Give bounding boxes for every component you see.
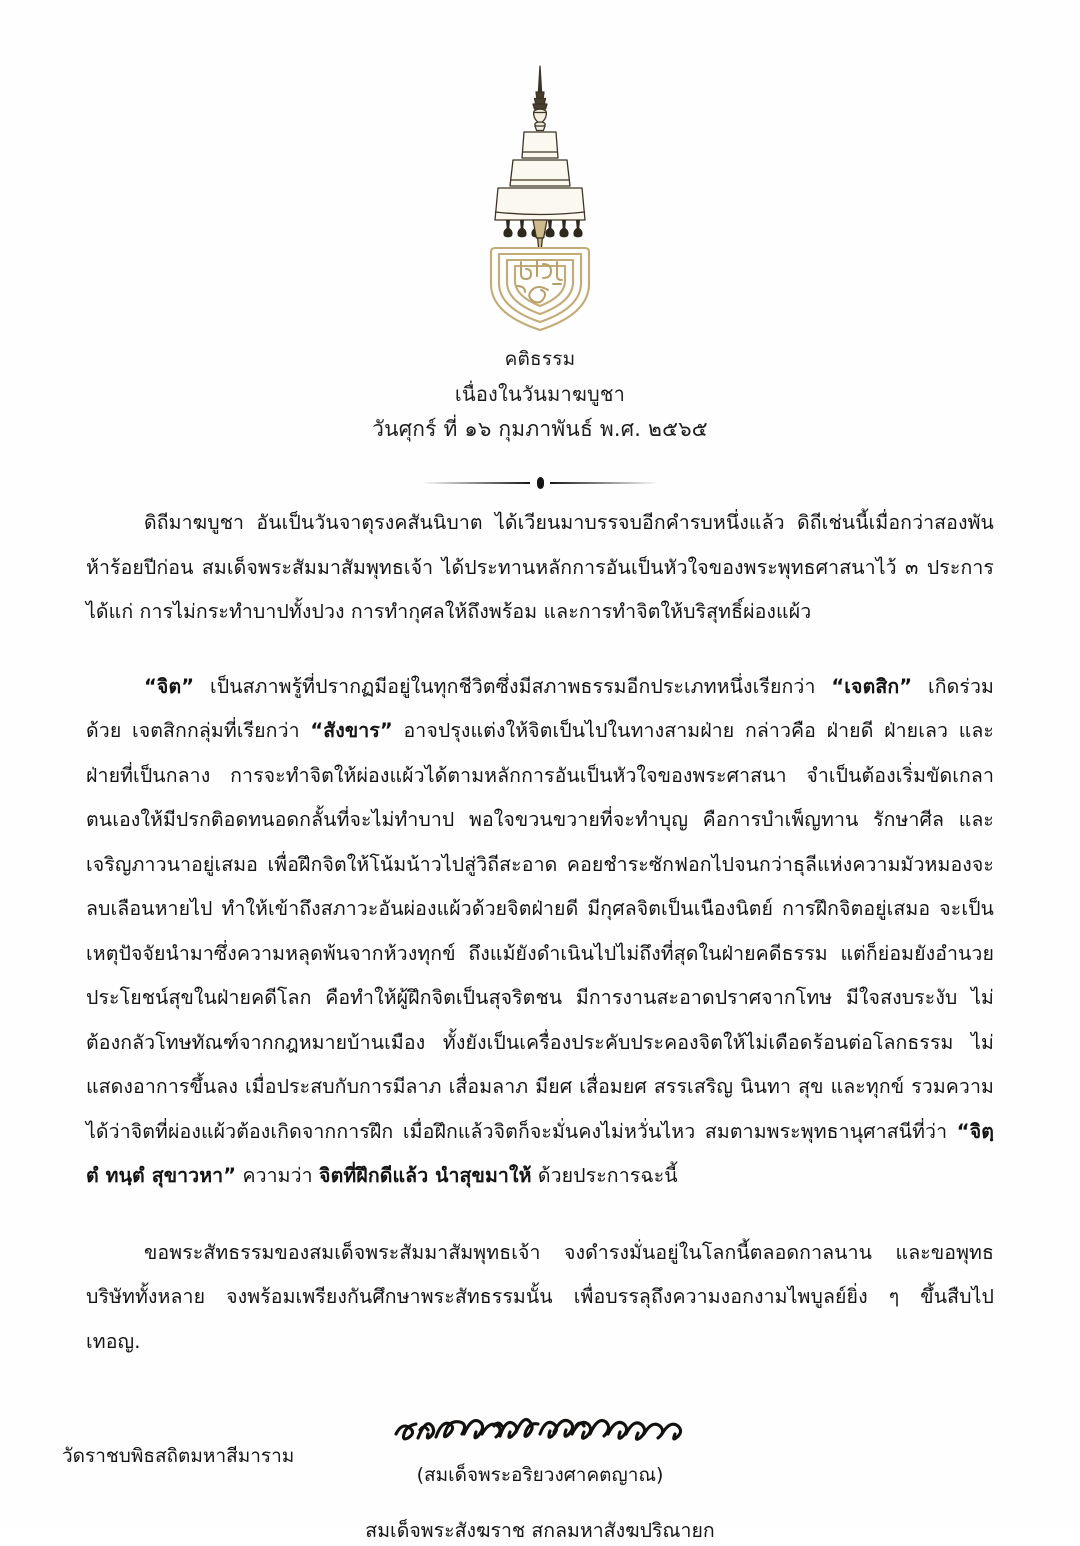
divider-gem-icon (537, 477, 544, 489)
paragraph-three-text: ขอพระสัทธรรมของสมเด็จพระสัมมาสัมพุทธเจ้า จงดำรงมั่นอยู่ในโลกนี้ตลอดกาลนาน และขอพุทธบริษัททั้งหลาย จงพร้อมเพรียงกันศึกษาพระสัทธรรมนั้น เพื่อบรรลุถึงความงอกงามไพบูลย์ยิ่ง ๆ ขึ้นสืบไป เทอญ. (86, 1240, 994, 1353)
paragraph-two (86, 665, 994, 1199)
signature-block (0, 1404, 1080, 1546)
term-chetasika: “เจตสิก” (831, 674, 913, 698)
paragraph-one (86, 501, 994, 635)
heading-date: วันศุกร์ ที่ ๑๖ กุมภาพันธ์ พ.ศ. ๒๕๖๕ (372, 417, 708, 441)
body-text-area (0, 501, 1080, 1364)
signature-name: (สมเด็จพระอริยวงศาคตญาณ) (416, 1464, 664, 1486)
paragraph-two-seg4: เกิดร่วมด้วย เจตสิกกลุ่มที่เรียกว่า (86, 674, 994, 742)
handwritten-signature-icon (390, 1404, 690, 1462)
paragraph-two-seg6: อาจปรุงแต่งให้จิตเป็นไปในทางสามฝ่าย กล่าวคือ ฝ่ายดี ฝ่ายเลว และฝ่ายที่เป็นกลาง การจะทำจิตให้ผ่องแผ้วได้ตามหลักการอันเป็นหัวใจของพระศาสนา จำเป็นต้องเริ่มขัดเกลาตนเองให้มีปรกติอดทนอดกลั้นที่จะไม่ทำบาป พอใจขวนขวายที่จะทำบุญ คือการบำเพ็ญทาน รักษาศีล และเจริญภาวนาอยู่เสมอ เพื่อฝึกจิตให้โน้มน้าวไปสู่วิถีสะอาด คอยชำระซักฟอกไปจนกว่าธุลีแห่งความมัวหมองจะลบเลือนหายไป ทำให้เข้าถึงสภาวะอันผ่องแผ้วด้วยจิตฝ่ายดี มีกุศลจิตเป็นเนืองนิตย์ การฝึกจิตอยู่เสมอ จะเป็นเหตุปัจจัยนำมาซึ่งความหลุดพ้นจากห้วงทุกข์ ถึงแม้ยังดำเนินไปไม่ถึงที่สุดในฝ่ายคดีธรรม แต่ก็ย่อมยังอำนวยประโยชน์สุขในฝ่ายคดีโลก คือทำให้ผู้ฝึกจิตเป็นสุจริตชน มีการงานสะอาดปราศจากโทษ มีใจสงบระงับ ไม่ต้องกลัวโทษทัณฑ์จากกฎหมายบ้านเมือง ทั้งยังเป็นเครื่องประคับประคองจิตให้ไม่เดือดร้อนต่อโลกธรรม ไม่แสดงอาการขึ้นลง เมื่อประสบกับการมีลาภ เสื่อมลาภ มียศ เสื่อมยศ สรรเสริญ นินทา สุข และทุกข์ รวมความได้ว่าจิตที่ผ่องแผ้วต้องเกิดจากการฝึก เมื่อฝึกแล้วจิตก็จะมั่นคงไม่หวั่นไหว สมตามพระพุทธานุศาสนีที่ว่า (86, 719, 994, 1143)
paragraph-two-seg2: เป็นสภาพรู้ที่ปรากฏมีอยู่ในทุกชีวิตซึ่งมีสภาพธรรมอีกประเภทหนึ่งเรียกว่า (194, 674, 832, 698)
heading-block (0, 342, 1080, 447)
heading-occasion: เนื่องในวันมาฆบูชา (454, 382, 626, 406)
heading-kati-dhamma: คติธรรม (504, 348, 576, 370)
paragraph-two-seg10: ด้วยประการฉะนี้ (531, 1164, 678, 1187)
pali-quote: “จิตฺตํ ทนฺตํ สุขาวหา” (86, 1119, 994, 1187)
term-chit: “จิต” (144, 674, 195, 698)
ornamental-divider (0, 473, 1080, 493)
divider-bar-left (422, 482, 530, 484)
paragraph-one-text: ดิถีมาฆบูชา อันเป็นวันจาตุรงคสันนิบาต ได้เวียนมาบรรจบอีกคำรบหนึ่งแล้ว ดิถีเช่นนี้เมื่อกว่าสองพันห้าร้อยปีก่อน สมเด็จพระสัมมาสัมพุทธเจ้า ได้ประทานหลักการอันเป็นหัวใจของพระพุทธศาสนาไว้ ๓ ประการ ได้แก่ การไม่กระทำบาปทั้งปวง การทำกุศลให้ถึงพร้อม และการทำจิตให้บริสุทธิ์ผ่องแผ้ว (86, 511, 994, 623)
divider-bar-right (550, 482, 658, 484)
pali-translation-bold: จิตที่ฝึกดีแล้ว นำสุขมาให้ (319, 1164, 532, 1187)
signature-title: สมเด็จพระสังฆราช สกลมหาสังฆปริณายก (365, 1519, 715, 1542)
footer-temple: วัดราชบพิธสถิตมหาสีมาราม (62, 1445, 295, 1467)
term-sankhara: “สังขาร” (310, 719, 393, 742)
emblem-container (0, 0, 1080, 334)
paragraph-three (86, 1231, 994, 1365)
royal-monastic-emblem-icon (425, 62, 655, 334)
paragraph-two-seg8: ความว่า (236, 1164, 320, 1187)
